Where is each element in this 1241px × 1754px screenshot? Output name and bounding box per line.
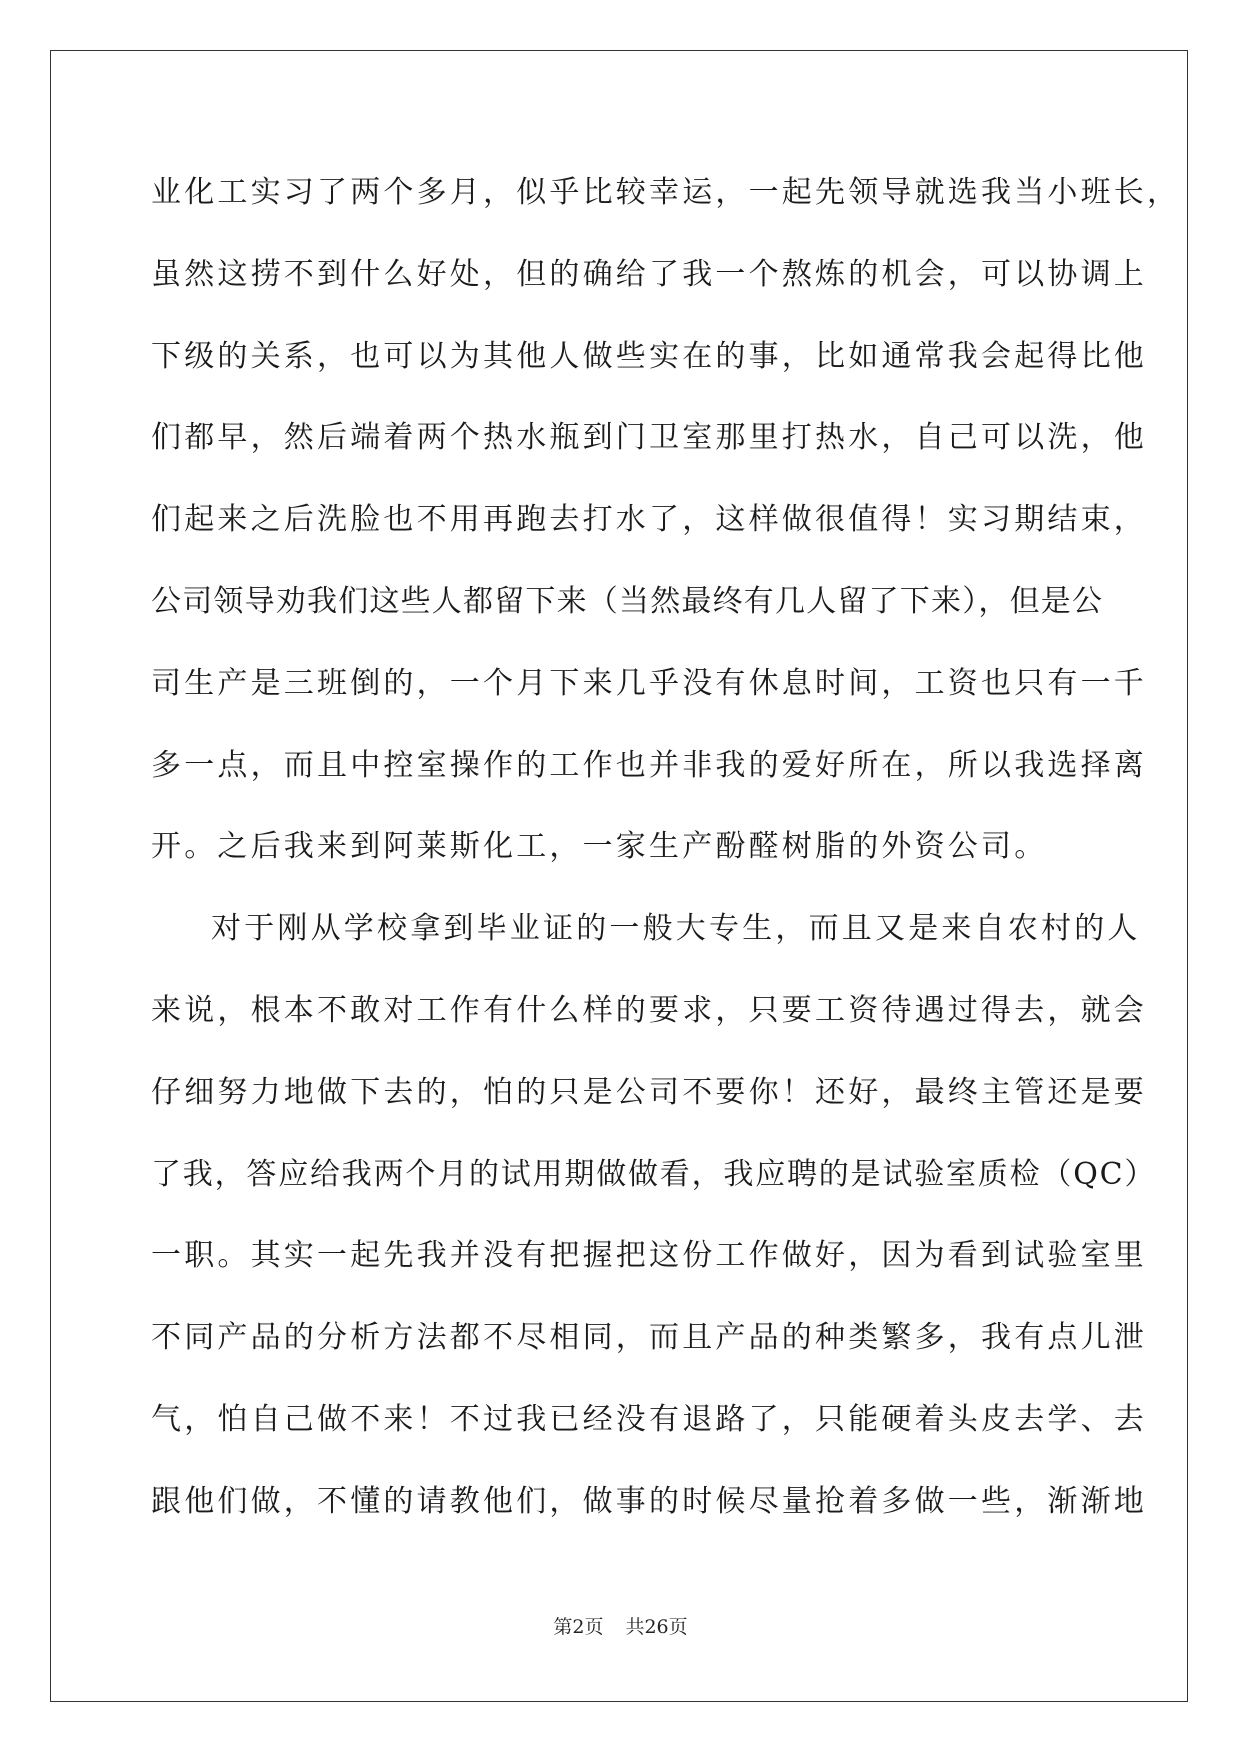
text-line: 仔细努力地做下去的，怕的只是公司不要你！还好，最终主管还是要 (151, 1074, 1147, 1110)
text-line: 多一点，而且中控室操作的工作也并非我的爱好所在，所以我选择离 (151, 747, 1147, 783)
text-line: 对于刚从学校拿到毕业证的一般大专生，而且又是来自农村的人 (211, 911, 1141, 947)
text-line: 们都早，然后端着两个热水瓶到门卫室那里打热水，自己可以洗，他 (151, 420, 1147, 456)
text-line: 跟他们做，不懂的请教他们，做事的时候尽量抢着多做一些，渐渐地 (151, 1483, 1147, 1519)
text-line: 不同产品的分析方法都不尽相同，而且产品的种类繁多，我有点儿泄 (151, 1320, 1147, 1356)
text-line: 开。之后我来到阿莱斯化工，一家生产酚醛树脂的外资公司。 (151, 829, 1048, 865)
text-line: 公司领导劝我们这些人都留下来（当然最终有几人留了下来），但是公 (151, 583, 1104, 619)
text-line: 下级的关系，也可以为其他人做些实在的事，比如通常我会起得比他 (151, 338, 1147, 374)
document-body (151, 152, 1181, 1543)
text-line: 了我，答应给我两个月的试用期做做看，我应聘的是试验室质检（QC） (151, 1156, 1157, 1192)
text-line: 来说，根本不敢对工作有什么样的要求，只要工资待遇过得去，就会 (151, 992, 1147, 1028)
text-line: 司生产是三班倒的，一个月下来几乎没有休息时间，工资也只有一千 (151, 665, 1147, 701)
text-line: 们起来之后洗脸也不用再跑去打水了，这样做很值得！实习期结束， (151, 502, 1147, 538)
text-line: 业化工实习了两个多月，似乎比较幸运，一起先领导就选我当小班长， (151, 175, 1181, 210)
current-page-number: 第2页 (553, 1616, 604, 1638)
text-line: 气，怕自己做不来！不过我已经没有退路了，只能硬着头皮去学、去 (151, 1401, 1147, 1437)
text-line: 虽然这捞不到什么好处，但的确给了我一个熬炼的机会，可以协调上 (151, 256, 1147, 292)
page-footer (0, 1612, 1241, 1639)
text-line: 一职。其实一起先我并没有把握把这份工作做好，因为看到试验室里 (151, 1238, 1147, 1274)
total-page-count: 共26页 (625, 1616, 688, 1638)
